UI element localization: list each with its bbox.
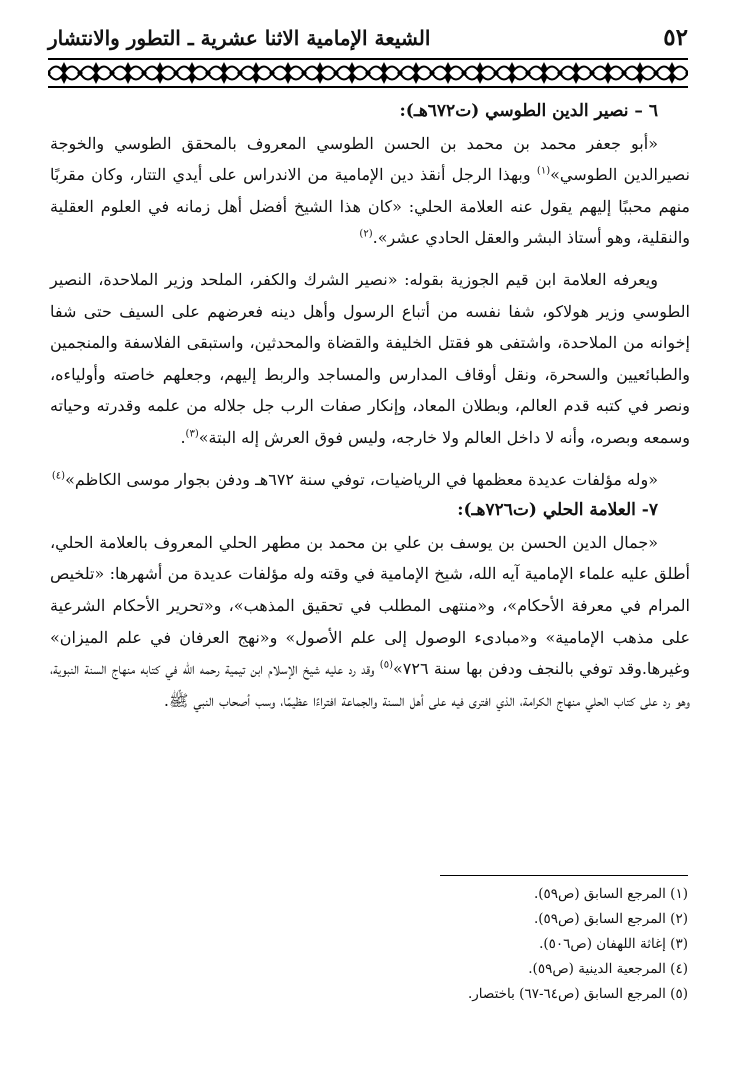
running-title: الشيعة الإمامية الاثنا عشرية ـ التطور والانتشار [48,26,431,50]
footnote-separator [440,875,688,876]
section-heading-tusi: ٦ – نصير الدين الطوسي (ت٦٧٢هـ): [399,101,658,121]
footnote-item: (٢) المرجع السابق (ص٥٩). [533,911,688,927]
decorative-border-ornament [48,58,688,88]
paragraph-tusi-works [50,464,690,496]
paragraph-tusi-bio [50,128,690,254]
footnote-ref-1: (١) [536,165,551,177]
page-number: ٥٢ [663,24,688,51]
footnote-item: (٣) إغاثة اللهفان (ص٥٠٦). [539,936,688,952]
footnote-item: (٥) المرجع السابق (ص٦٤-٦٧) باختصار. [467,986,688,1002]
paragraph-text: «وله مؤلفات عديدة معظمها في الرياضيات، توفي سنة ٦٧٢هـ ودفن بجوار موسى الكاظم» [65,469,658,489]
footnote-item: (١) المرجع السابق (ص٥٩). [533,886,688,902]
paragraph-hilli-bio [50,527,690,717]
main-text [50,96,690,716]
page-header [48,22,688,56]
paragraph-text: وقد رد عليه شيخ الإسلام ابن تيمية رحمه الله في كتابه منهاج السنة النبوية، وهو رد على كتاب الحلي منهاج الكرامة، الذي افترى فيه على أهل السنة والجماعة افتراءًا عظيمًا، وسب أصحاب النبي ﷺ. [50,659,690,710]
quote-text: «أبو جعفر محمد بن محمد بن الحسن الطوسي المعروف بالمحقق الطوسي والخوجة نصيرالدين الطوسي» [50,133,690,185]
footnote-ref-4: (٤) [51,470,66,482]
footnote-ref-2: (٢) [359,229,373,241]
section-heading-hilli: ٧- العلامة الحلي (ت٧٢٦هـ): [457,500,658,521]
footnote-ref-3: (٣) [185,428,199,440]
footnote-item: (٤) المرجعية الدينية (ص٥٩). [528,961,688,977]
paragraph-ibn-qayyim: ويعرفه العلامة ابن قيم الجوزية بقوله: «نصير الشرك والكفر، الملحد وزير الملاحدة، النصير الطوسي وزير هولاكو، شفا نفسه من أتباع الرسول وأهل دينه فعرضهم على السيف حتى شفا إخوانه من الملاحدة، واشتفى هو فقتل الخليفة والقضاة والمحدثين، واستبقى الفلاسفة والمنجمين والطبائعيين والسحرة، ونقل أوقاف المدارس والمساجد والربط إليهم، وجعلهم خاصته وأولياءه، ونصر في كتبه قدم العالم، وبطلان المعاد، وإنكار صفات الرب جل جلاله من علمه وقدرته وحياته وسمعه وبصره، وأنه لا داخل العالم ولا خارجه، وليس فوق العرش إله البتة»$^{(٣)}$. [50,269,690,447]
paragraph-text: «جمال الدين الحسن بن يوسف بن علي بن محمد بن مطهر الحلي المعروف بالعلامة الحلي، أطلق عليه علماء الإمامية آيه الله، شيخ الإمامية في وقته وله مؤلفات عديدة من أشهرها: «تلخيص المرام في معرفة الأحكام»، و«منتهى المطلب في تحقيق المذهب»، و«تحرير الأحكام الشرعية على مذهب الإمامية» و«مبادىء الوصول إلى علم الأصول» و«نهج العرفان في علم الميزان» وغيرها.وقد توفي بالنجف ودفن بها سنة ٧٢٦» [50,532,691,679]
paragraph-text: وبهذا الرجل أنقذ دين الإمامية من الاندراس على أيدي التتار، وكان مقربًا منهم محببًا إليهم يقول عنه العلامة الحلي: «كان هذا الشيخ أفضل أهل زمانه في العلوم العقلية والنقلية، وهو أستاذ البشر والعقل الحادي عشر». [50,165,690,248]
paragraph-text: ويعرفه العلامة ابن قيم الجوزية بقوله: «نصير الشرك والكفر، الملحد وزير الملاحدة، النصير الطوسي وزير هولاكو، شفا نفسه من أتباع الرسول وأهل دينه فعرضهم على السيف حتى شفا إخوانه من الملاحدة، واشتفى هو فقتل الخليفة والقضاة والمحدثين، واستبقى الفلاسفة والمنجمين والطبائعيين والسحرة، ونقل أوقاف المدارس والمساجد والربط إليهم، وجعلهم خاصته وأولياءه، ونصر في كتبه قدم العالم، وبطلان المعاد، وإنكار صفات الرب جل جلاله من علمه وقدرته وحياته وسمعه وبصره، وأنه لا داخل العالم ولا خارجه، وليس فوق العرش إله البتة» [50,269,690,447]
footnotes [420,882,688,1007]
footnote-ref-5: (٥) [379,659,393,671]
